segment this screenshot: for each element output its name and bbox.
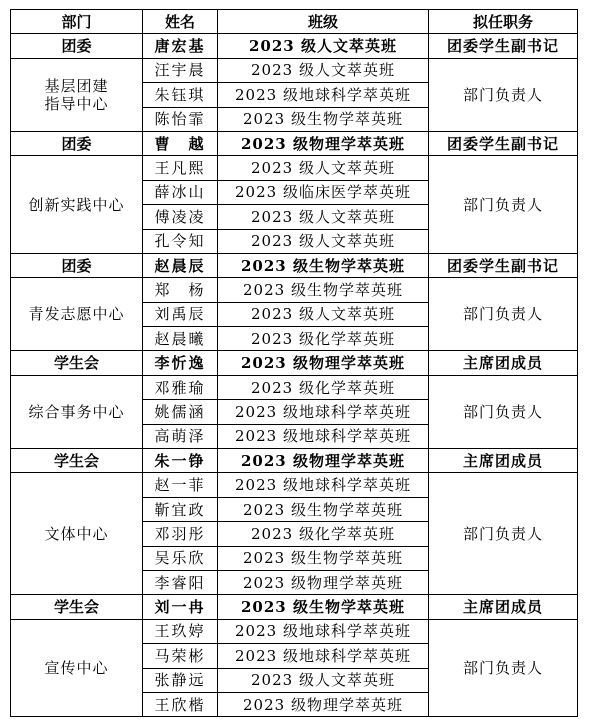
table-header xyxy=(11,10,578,34)
leader-class: 2023 级生物学萃英班 xyxy=(218,595,429,619)
member-position: 部门负责人 xyxy=(429,278,578,351)
member-class: 2023 级化学萃英班 xyxy=(218,327,429,351)
leader-name: 曹 越 xyxy=(143,131,218,155)
member-row xyxy=(11,156,578,180)
member-name: 姚儒涵 xyxy=(143,400,218,424)
member-name: 朱钰琪 xyxy=(143,83,218,107)
member-name: 赵晨曦 xyxy=(143,327,218,351)
member-name: 吴乐欣 xyxy=(143,546,218,570)
leader-row xyxy=(11,253,578,277)
member-class: 2023 级地球科学萃英班 xyxy=(218,644,429,668)
leader-department: 团委 xyxy=(11,34,143,58)
leader-name: 刘一冉 xyxy=(143,595,218,619)
member-class: 2023 级生物学萃英班 xyxy=(218,497,429,521)
member-class: 2023 级地球科学萃英班 xyxy=(218,473,429,497)
leader-row xyxy=(11,595,578,619)
member-department: 文体中心 xyxy=(11,473,143,595)
leader-row xyxy=(11,449,578,473)
member-name: 李睿阳 xyxy=(143,570,218,594)
member-class: 2023 级地球科学萃英班 xyxy=(218,424,429,448)
member-class: 2023 级人文萃英班 xyxy=(218,229,429,253)
header-row xyxy=(11,10,578,34)
leader-department: 学生会 xyxy=(11,595,143,619)
member-row xyxy=(11,619,578,643)
member-class: 2023 级化学萃英班 xyxy=(218,522,429,546)
member-row xyxy=(11,58,578,82)
member-class: 2023 级生物学萃英班 xyxy=(218,278,429,302)
leader-class: 2023 级人文萃英班 xyxy=(218,34,429,58)
member-class: 2023 级物理学萃英班 xyxy=(218,570,429,594)
member-name: 王凡熙 xyxy=(143,156,218,180)
member-class: 2023 级生物学萃英班 xyxy=(218,107,429,131)
member-name: 傅凌凌 xyxy=(143,205,218,229)
member-row xyxy=(11,375,578,399)
member-name: 陈怡霏 xyxy=(143,107,218,131)
member-department: 青发志愿中心 xyxy=(11,278,143,351)
header-name: 姓名 xyxy=(143,10,218,34)
member-position: 部门负责人 xyxy=(429,58,578,131)
appointment-table xyxy=(10,9,578,717)
member-name: 郑 杨 xyxy=(143,278,218,302)
member-department: 宣传中心 xyxy=(11,619,143,717)
member-name: 王欣楷 xyxy=(143,692,218,716)
leader-department: 团委 xyxy=(11,131,143,155)
header-department: 部门 xyxy=(11,10,143,34)
member-position: 部门负责人 xyxy=(429,473,578,595)
member-name: 马荣彬 xyxy=(143,644,218,668)
member-name: 邓羽彤 xyxy=(143,522,218,546)
member-class: 2023 级人文萃英班 xyxy=(218,668,429,692)
leader-class: 2023 级物理学萃英班 xyxy=(218,351,429,375)
document-page xyxy=(10,9,578,717)
member-position: 部门负责人 xyxy=(429,375,578,448)
member-department: 综合事务中心 xyxy=(11,375,143,448)
leader-position: 主席团成员 xyxy=(429,449,578,473)
member-class: 2023 级人文萃英班 xyxy=(218,302,429,326)
member-name: 薛冰山 xyxy=(143,180,218,204)
leader-position: 主席团成员 xyxy=(429,351,578,375)
member-class: 2023 级生物学萃英班 xyxy=(218,546,429,570)
leader-position: 团委学生副书记 xyxy=(429,34,578,58)
member-class: 2023 级地球科学萃英班 xyxy=(218,400,429,424)
leader-department: 学生会 xyxy=(11,351,143,375)
header-position: 拟任职务 xyxy=(429,10,578,34)
leader-department: 团委 xyxy=(11,253,143,277)
member-class: 2023 级地球科学萃英班 xyxy=(218,83,429,107)
member-name: 汪宇晨 xyxy=(143,58,218,82)
member-name: 靳宜政 xyxy=(143,497,218,521)
leader-name: 赵晨辰 xyxy=(143,253,218,277)
member-class: 2023 级临床医学萃英班 xyxy=(218,180,429,204)
leader-name: 唐宏基 xyxy=(143,34,218,58)
member-class: 2023 级化学萃英班 xyxy=(218,375,429,399)
member-department: 创新实践中心 xyxy=(11,156,143,254)
member-class: 2023 级地球科学萃英班 xyxy=(218,619,429,643)
leader-position: 团委学生副书记 xyxy=(429,253,578,277)
member-department: 基层团建 指导中心 xyxy=(11,58,143,131)
member-name: 刘禹辰 xyxy=(143,302,218,326)
table-body xyxy=(11,34,578,717)
member-name: 张静远 xyxy=(143,668,218,692)
member-row xyxy=(11,473,578,497)
member-name: 王玖婷 xyxy=(143,619,218,643)
leader-class: 2023 级物理学萃英班 xyxy=(218,131,429,155)
member-name: 邓雅瑜 xyxy=(143,375,218,399)
member-name: 赵一菲 xyxy=(143,473,218,497)
leader-name: 朱一铮 xyxy=(143,449,218,473)
leader-row xyxy=(11,351,578,375)
member-class: 2023 级人文萃英班 xyxy=(218,58,429,82)
member-position: 部门负责人 xyxy=(429,156,578,254)
leader-department: 学生会 xyxy=(11,449,143,473)
member-name: 高萌泽 xyxy=(143,424,218,448)
member-row xyxy=(11,278,578,302)
leader-class: 2023 级物理学萃英班 xyxy=(218,449,429,473)
member-class: 2023 级物理学萃英班 xyxy=(218,692,429,716)
member-name: 孔令知 xyxy=(143,229,218,253)
leader-position: 主席团成员 xyxy=(429,595,578,619)
member-class: 2023 级人文萃英班 xyxy=(218,205,429,229)
header-class: 班级 xyxy=(218,10,429,34)
leader-row xyxy=(11,34,578,58)
leader-name: 李忻逸 xyxy=(143,351,218,375)
leader-position: 团委学生副书记 xyxy=(429,131,578,155)
member-class: 2023 级人文萃英班 xyxy=(218,156,429,180)
leader-class: 2023 级生物学萃英班 xyxy=(218,253,429,277)
leader-row xyxy=(11,131,578,155)
member-position: 部门负责人 xyxy=(429,619,578,717)
